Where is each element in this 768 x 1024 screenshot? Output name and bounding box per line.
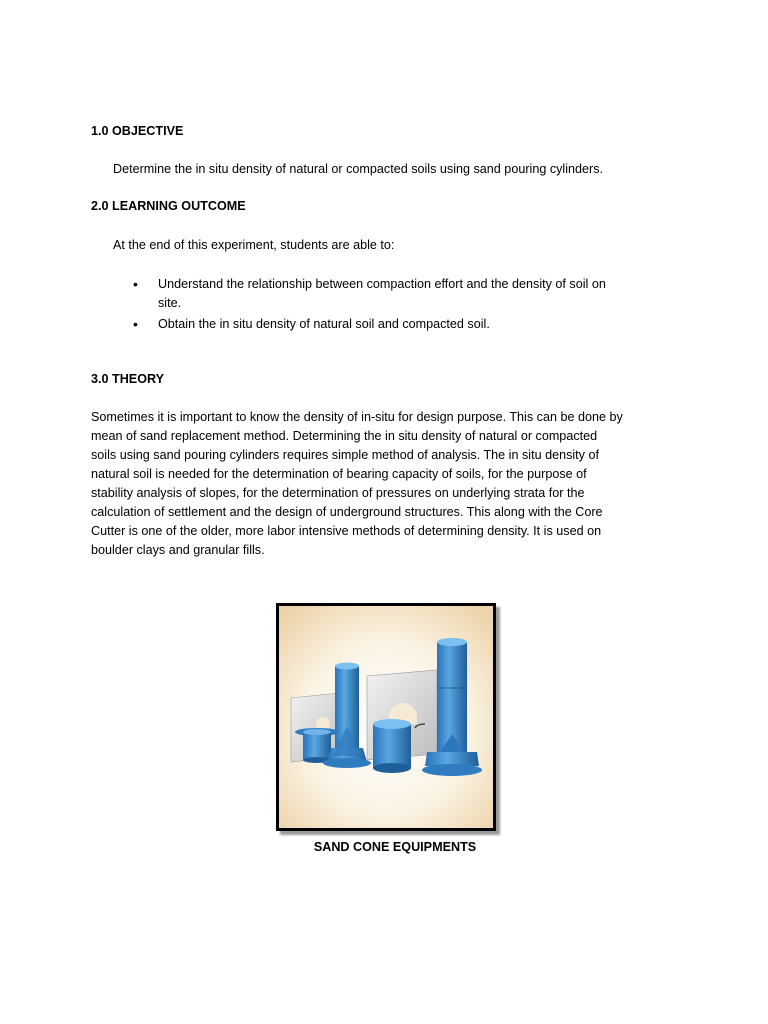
objective-heading: 1.0 OBJECTIVE <box>91 124 184 138</box>
bullet-icon: • <box>133 276 138 292</box>
theory-heading: 3.0 THEORY <box>91 372 165 386</box>
theory-line: calculation of settlement and the design of underground structures. This along with the Core <box>91 505 603 519</box>
sand-cone-equipment-illustration <box>279 606 493 828</box>
theory-line: boulder clays and granular fills. <box>91 543 265 557</box>
list-item <box>131 315 606 334</box>
list-item <box>131 275 606 294</box>
theory-paragraph <box>91 408 671 560</box>
list-item-text: site. <box>158 296 182 310</box>
sand-cone-equipment-photo <box>276 603 496 831</box>
learning-outcome-heading: 2.0 LEARNING OUTCOME <box>91 199 246 213</box>
theory-line: natural soil is needed for the determination of bearing capacity of soils, for the purpose of <box>91 467 587 481</box>
list-item-text: Obtain the in situ density of natural soil and compacted soil. <box>158 317 490 331</box>
theory-line: Sometimes it is important to know the density of in-situ for design purpose. This can be done by <box>91 410 623 424</box>
list-item-continuation <box>131 294 606 313</box>
bullet-icon: • <box>133 316 138 332</box>
theory-line: mean of sand replacement method. Determining the in situ density of natural or compacted <box>91 429 598 443</box>
learning-outcome-intro: At the end of this experiment, students are able to: <box>113 238 395 252</box>
theory-line: Cutter is one of the older, more labor intensive methods of determining density. It is used on <box>91 524 602 538</box>
objective-text: Determine the in situ density of natural or compacted soils using sand pouring cylinders. <box>113 162 604 176</box>
figure-caption: SAND CONE EQUIPMENTS <box>313 840 477 854</box>
list-item-text: Understand the relationship between compaction effort and the density of soil on <box>158 277 606 291</box>
theory-line: stability analysis of slopes, for the determination of pressures on underlying strata for the <box>91 486 585 500</box>
theory-line: soils using sand pouring cylinders requires simple method of analysis. The in situ density of <box>91 448 599 462</box>
learning-outcome-list <box>131 275 606 334</box>
